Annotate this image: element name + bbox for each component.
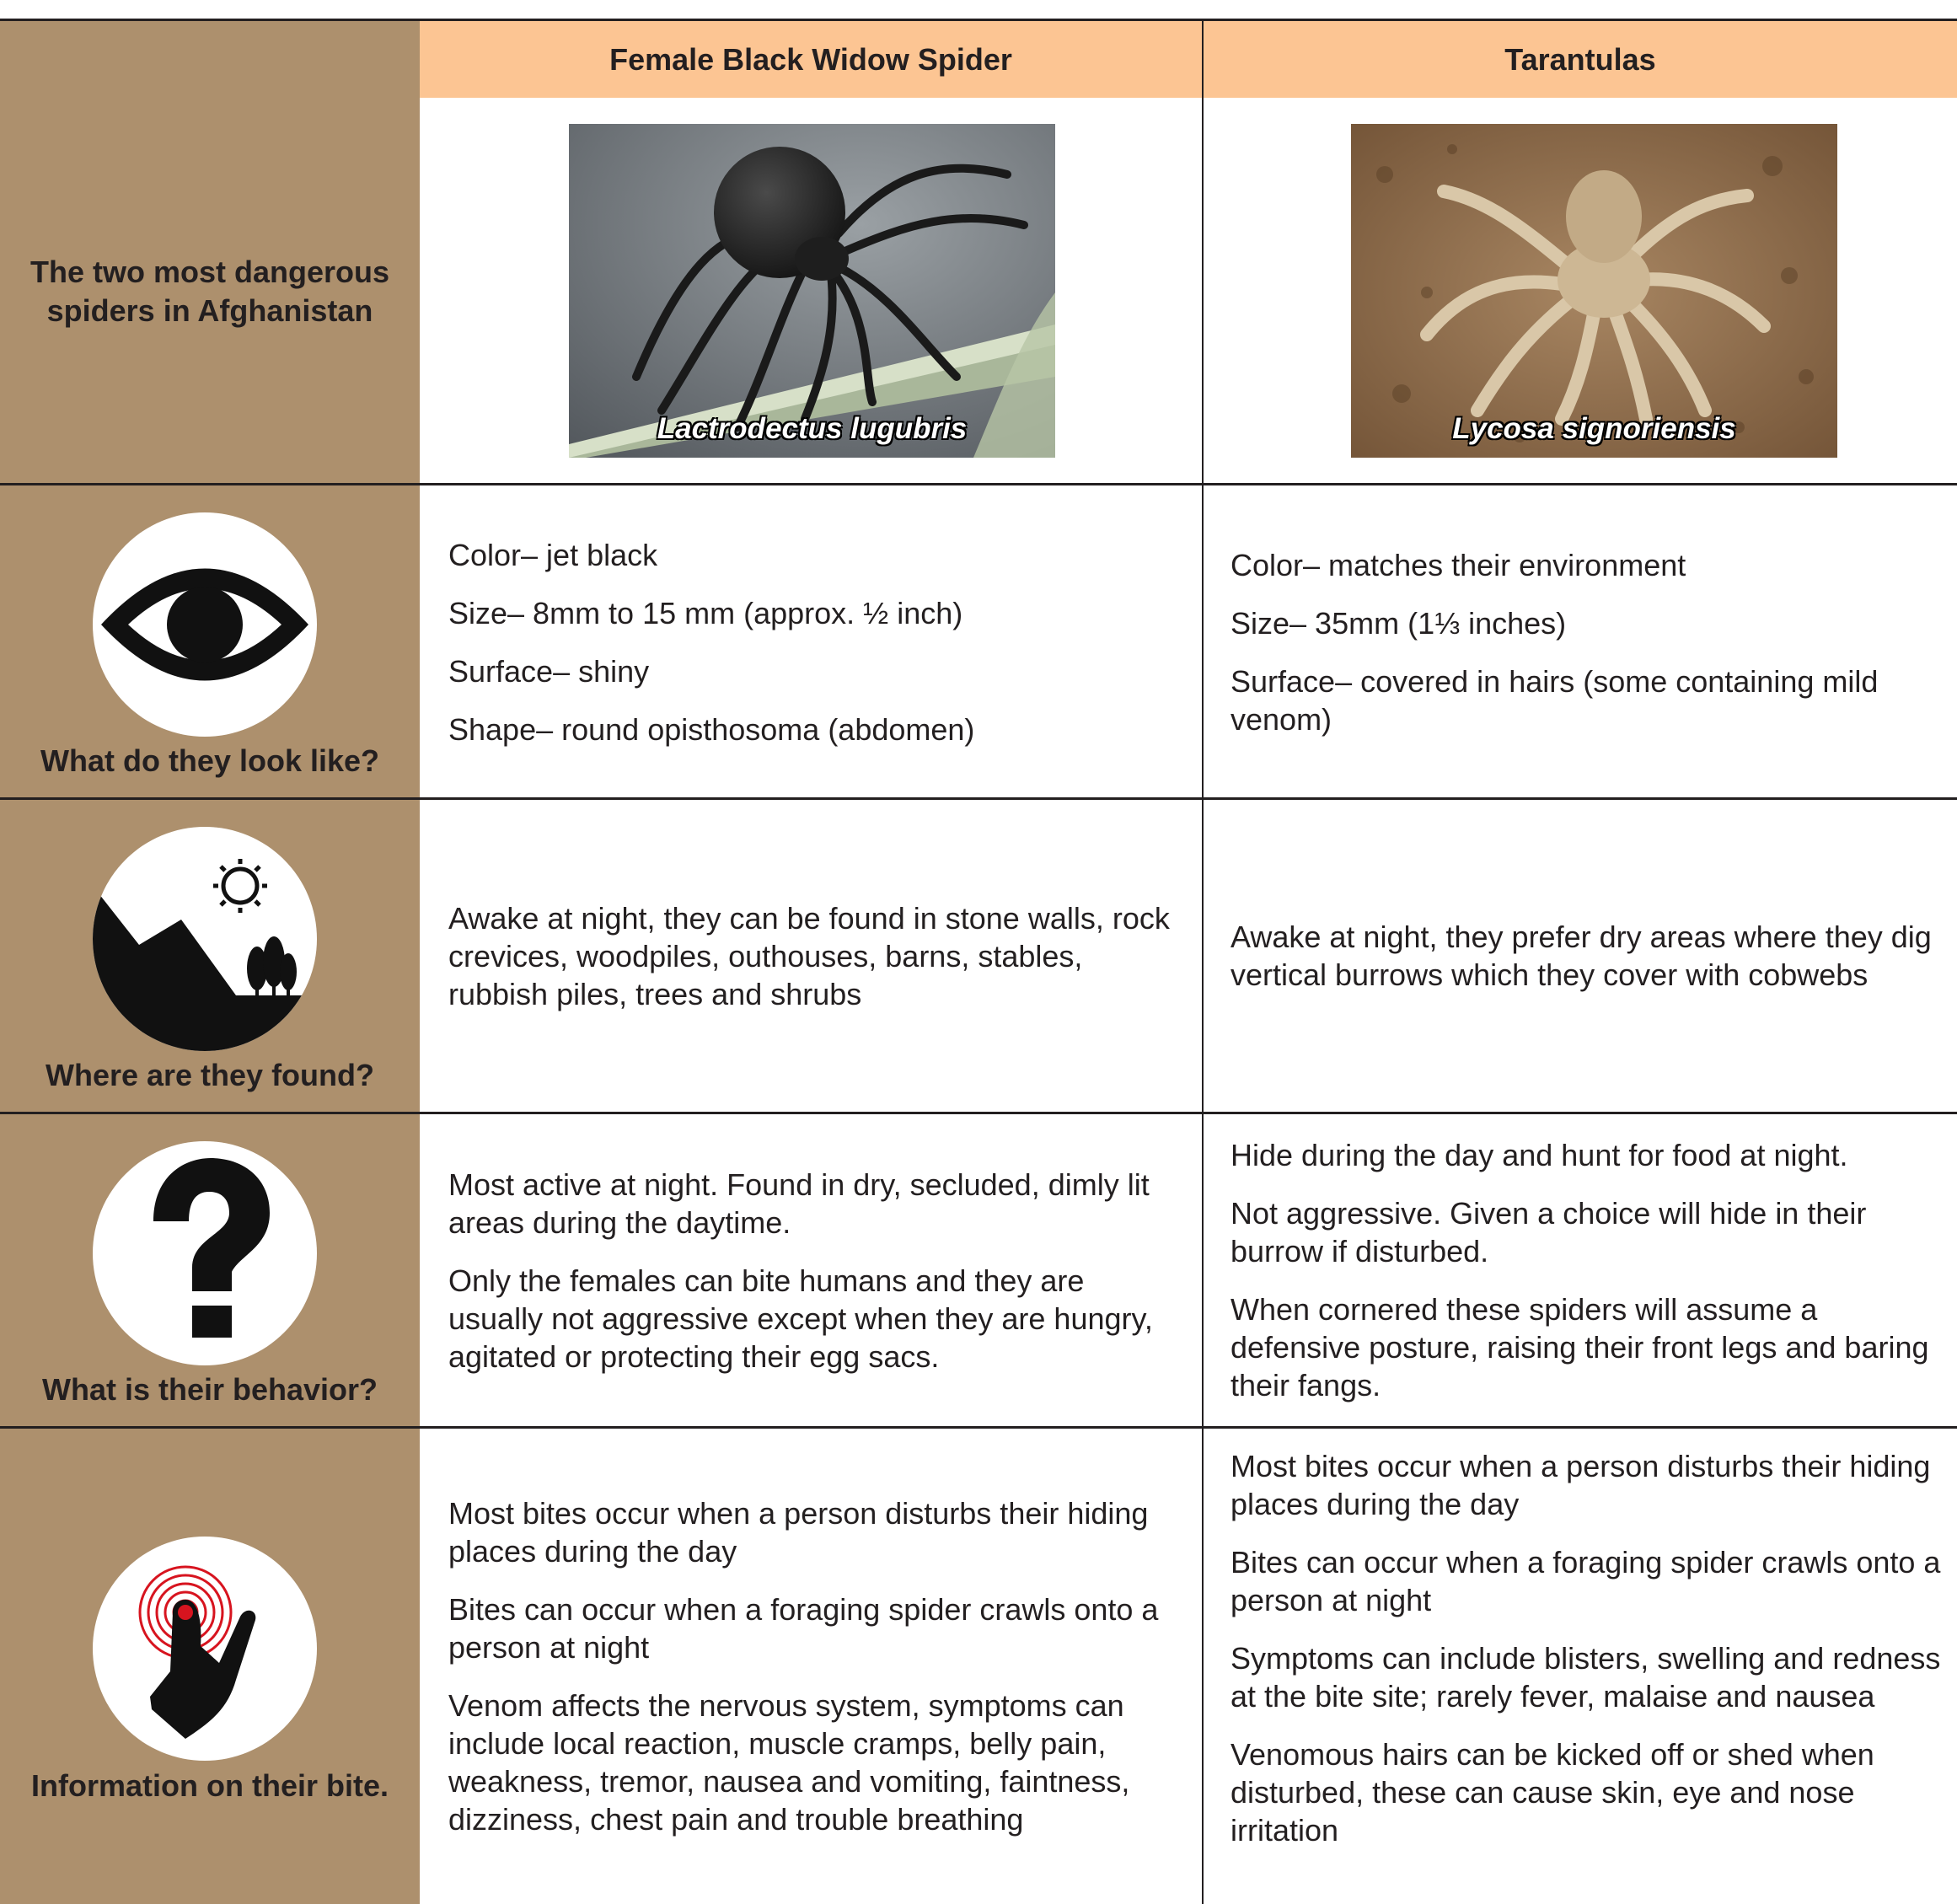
behavior-text: Most active at night. Found in dry, secluded, dimly lit areas during the daytime. (448, 1167, 1150, 1240)
title-label: The two most dangerous spiders in Afghanistan (29, 255, 390, 328)
bite-text: Venomous hairs can be kicked off or shed when disturbed, these can cause skin, eye and nose irritation (1230, 1737, 1874, 1848)
black-widow-bite (448, 1429, 1183, 1904)
black-widow-behavior (448, 1114, 1183, 1426)
tarantula-behavior (1230, 1114, 1955, 1426)
column-header-tarantulas: Tarantulas (1204, 21, 1957, 98)
row-divider (0, 483, 1957, 485)
behavior-text: Only the females can bite humans and they are usually not aggressive except when they are hungry, agitated or protecting their egg sacs. (448, 1263, 1153, 1374)
look-size: Size– 8mm to 15 mm (approx. ½ inch) (448, 596, 963, 630)
tarantula-found (1230, 800, 1955, 1112)
bite-text: Bites can occur when a foraging spider crawls onto a person at night (1230, 1545, 1941, 1617)
row-label-bite: Information on their bite. (31, 1768, 389, 1803)
black-widow-photo (569, 124, 1055, 458)
bite-text: Bites can occur when a foraging spider crawls onto a person at night (448, 1592, 1159, 1665)
tarantula-photo (1351, 124, 1837, 458)
row-label-behavior: What is their behavior? (41, 1372, 378, 1407)
black-widow-caption: Lactrodectus lugubris (657, 412, 968, 445)
landscape-icon (93, 827, 317, 1051)
row-label-found: Where are they found? (45, 1058, 375, 1092)
question-mark-icon (93, 1141, 317, 1365)
bite-text: Venom affects the nervous system, symptoms can include local reaction, muscle cramps, belly pain, weakness, tremor, nausea and vomiting, faintness, dizziness, chest pain and trouble breathing (448, 1688, 1130, 1837)
tarantula-bite (1230, 1447, 1955, 1849)
black-widow-found (448, 800, 1183, 1112)
bite-text: Most bites occur when a person disturbs their hiding places during the day (448, 1496, 1149, 1569)
behavior-text: When cornered these spiders will assume a defensive posture, raising their front legs and baring their fangs. (1230, 1292, 1929, 1403)
found-text: Awake at night, they prefer dry areas where they dig vertical burrows which they cover with cobwebs (1230, 920, 1932, 992)
black-widow-look (448, 536, 1182, 748)
tarantula-caption: Lycosa signoriensis (1452, 412, 1736, 445)
eye-icon (93, 512, 317, 737)
behavior-text: Not aggressive. Given a choice will hide in their burrow if disturbed. (1230, 1196, 1867, 1268)
black-widow-image (569, 124, 1055, 458)
look-size: Size– 35mm (1⅓ inches) (1230, 606, 1567, 641)
look-shape: Shape– round opisthosoma (abdomen) (448, 712, 975, 747)
tarantula-image (1351, 124, 1837, 458)
column-header-black-widow: Female Black Widow Spider (420, 21, 1202, 98)
found-text: Awake at night, they can be found in stone walls, rock crevices, woodpiles, outhouses, barns, stables, rubbish piles, trees and shrubs (448, 900, 1170, 1011)
look-surface: Surface– shiny (448, 654, 650, 689)
tarantula-look (1230, 546, 1938, 738)
behavior-text: Hide during the day and hunt for food at night. (1230, 1138, 1848, 1172)
row-label-look: What do they look like? (40, 743, 380, 778)
look-surface: Surface– covered in hairs (some containing mild venom) (1230, 664, 1879, 737)
column-divider (1202, 21, 1204, 1904)
bitten-hand-icon (93, 1537, 317, 1761)
look-color: Color– matches their environment (1230, 548, 1686, 582)
look-color: Color– jet black (448, 538, 658, 572)
bite-text: Most bites occur when a person disturbs their hiding places during the day (1230, 1449, 1931, 1521)
bite-text: Symptoms can include blisters, swelling and redness at the bite site; rarely fever, malaise and nausea (1230, 1641, 1941, 1714)
